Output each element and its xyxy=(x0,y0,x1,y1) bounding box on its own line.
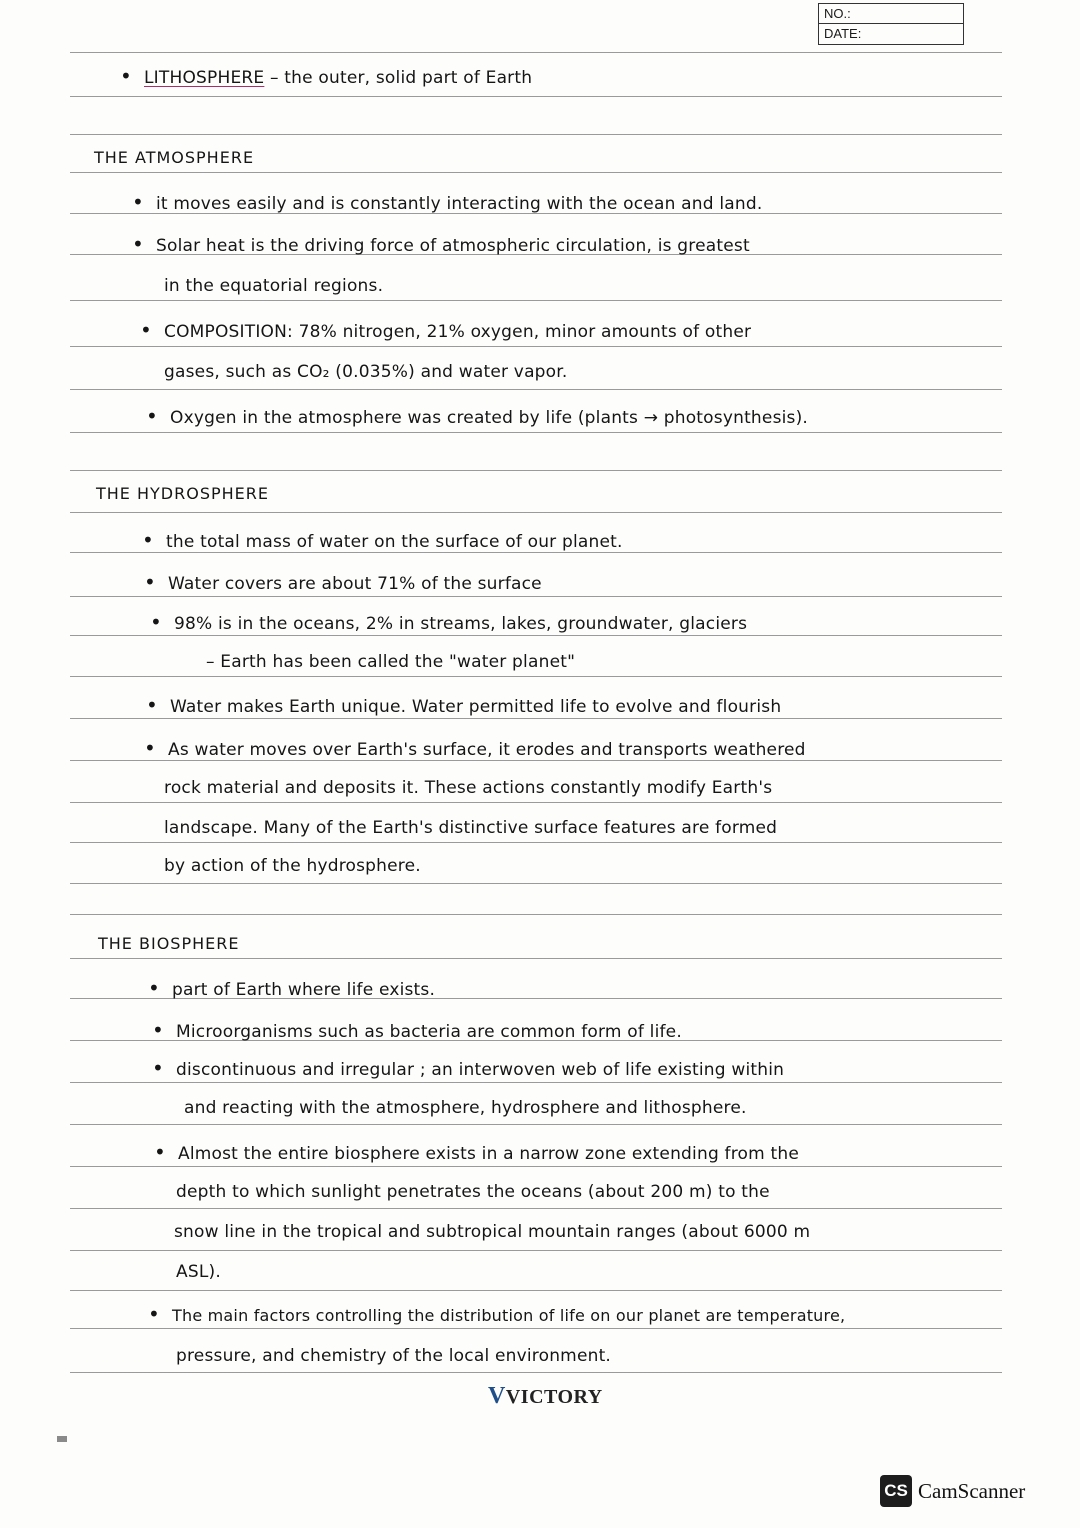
lithosphere-definition: – the outer, solid part of Earth xyxy=(269,68,533,88)
lithosphere-line xyxy=(120,64,532,88)
biosphere-line-7: snow line in the tropical and subtropical mountain ranges (about 6000 m xyxy=(174,1222,811,1242)
no-label: NO.: xyxy=(824,6,851,21)
atmosphere-line-3: in the equatorial regions. xyxy=(164,276,384,296)
hydrosphere-heading: THE HYDROSPHERE xyxy=(96,484,270,503)
atmosphere-line-5: gases, such as CO₂ (0.035%) and water vapor. xyxy=(164,362,568,382)
no-date-box xyxy=(818,3,964,45)
hydrosphere-line-5: • Water makes Earth unique. Water permitted life to evolve and flourish xyxy=(146,693,781,717)
lithosphere-term: LITHOSPHERE xyxy=(144,68,265,88)
victory-logo: VVICTORY xyxy=(488,1383,603,1409)
hydrosphere-line-3: • 98% is in the oceans, 2% in streams, lakes, groundwater, glaciers xyxy=(150,610,747,634)
biosphere-line-1: • part of Earth where life exists. xyxy=(148,976,435,1000)
atmosphere-line-6: • Oxygen in the atmosphere was created by life (plants → photosynthesis). xyxy=(146,404,808,428)
biosphere-line-2: • Microorganisms such as bacteria are common form of life. xyxy=(152,1018,682,1042)
biosphere-line-4: and reacting with the atmosphere, hydrosphere and lithosphere. xyxy=(184,1098,747,1118)
biosphere-line-8: ASL). xyxy=(176,1262,221,1282)
biosphere-heading: THE BIOSPHERE xyxy=(98,934,240,953)
victory-logo-text: VICTORY xyxy=(505,1386,603,1408)
hydrosphere-line-2: • Water covers are about 71% of the surface xyxy=(144,570,542,594)
camscanner-badge-icon: CS xyxy=(880,1475,912,1507)
date-label: DATE: xyxy=(819,23,963,43)
camscanner-watermark xyxy=(880,1474,1025,1508)
hydrosphere-line-4: – Earth has been called the "water planet" xyxy=(206,652,576,672)
hydrosphere-line-8: landscape. Many of the Earth's distinctive surface features are formed xyxy=(164,818,778,838)
biosphere-line-6: depth to which sunlight penetrates the oceans (about 200 m) to the xyxy=(176,1182,770,1202)
atmosphere-line-2: • Solar heat is the driving force of atmospheric circulation, is greatest xyxy=(132,232,750,256)
biosphere-line-5: • Almost the entire biosphere exists in a narrow zone extending from the xyxy=(154,1140,799,1164)
biosphere-line-10: pressure, and chemistry of the local environment. xyxy=(176,1346,612,1366)
atmosphere-line-1: • it moves easily and is constantly interacting with the ocean and land. xyxy=(132,190,762,214)
atmosphere-line-4: • COMPOSITION: 78% nitrogen, 21% oxygen, minor amounts of other xyxy=(140,318,751,342)
hydrosphere-line-7: rock material and deposits it. These actions constantly modify Earth's xyxy=(164,778,773,798)
hydrosphere-line-6: • As water moves over Earth's surface, it erodes and transports weathered xyxy=(144,736,806,760)
hydrosphere-line-1: • the total mass of water on the surface of our planet. xyxy=(142,528,623,552)
camscanner-name: CamScanner xyxy=(918,1478,1026,1503)
atmosphere-heading: THE ATMOSPHERE xyxy=(94,148,255,167)
biosphere-line-3: • discontinuous and irregular ; an interwoven web of life existing within xyxy=(152,1056,784,1080)
hydrosphere-line-9: by action of the hydrosphere. xyxy=(164,856,421,876)
page-edge-mark xyxy=(57,1436,67,1442)
biosphere-line-9: • The main factors controlling the distribution of life on our planet are temperature, xyxy=(148,1302,845,1326)
